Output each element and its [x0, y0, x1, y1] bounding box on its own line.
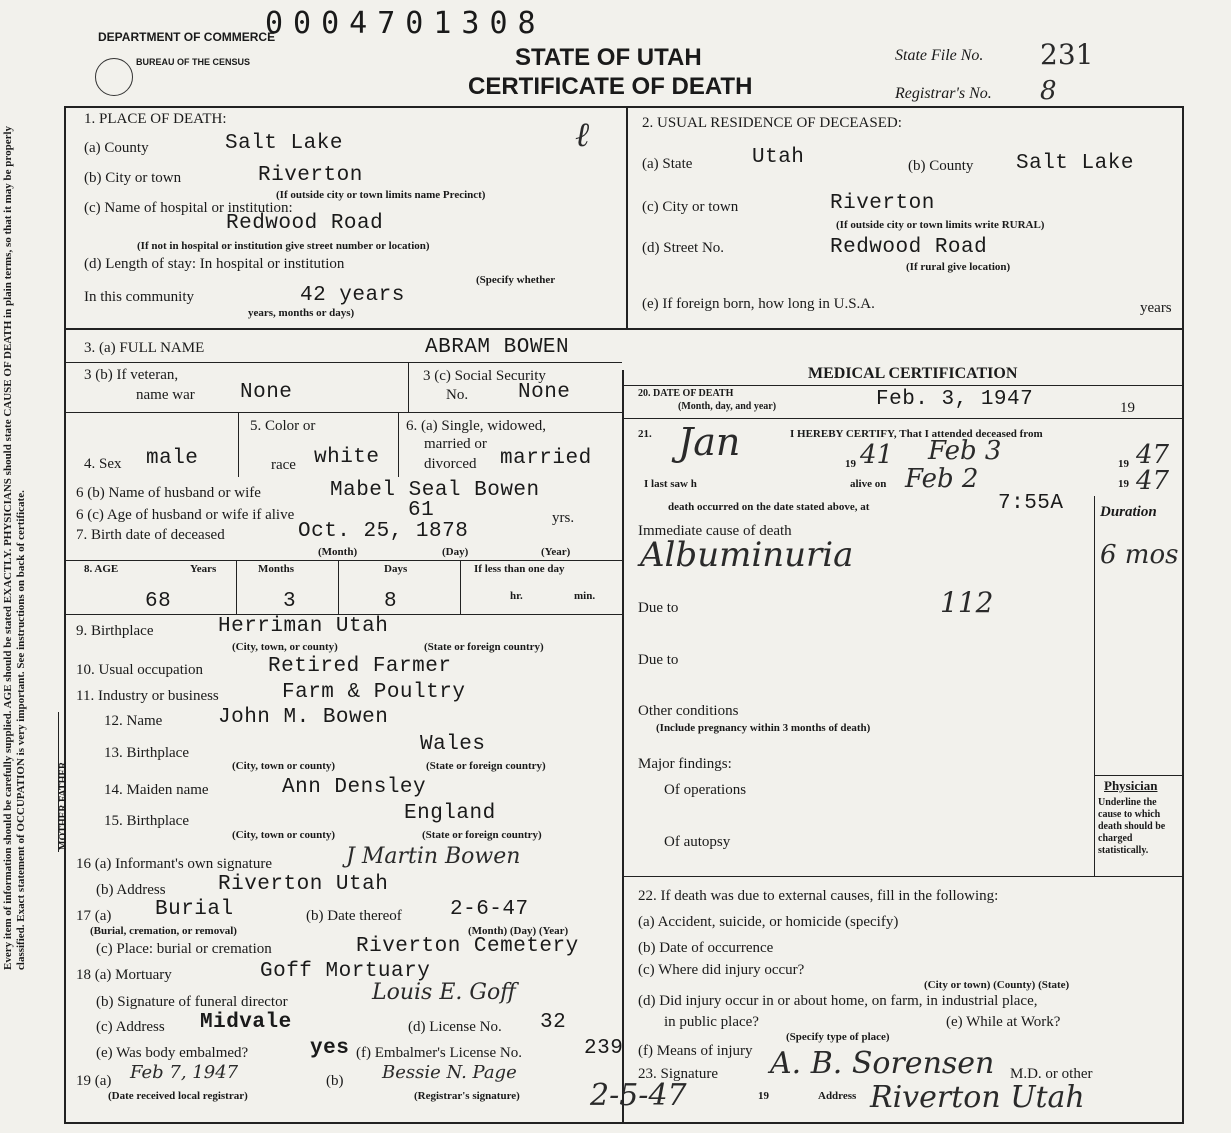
informant-addr: Riverton Utah: [218, 873, 389, 896]
ext-c: (c) Where did injury occur?: [638, 962, 805, 978]
disp-date-value: 2-6-47: [450, 898, 529, 921]
father-bp-value: Wales: [420, 733, 486, 756]
sig-date-year: 19: [758, 1090, 769, 1102]
certify-text: I HEREBY CERTIFY, That I attended deceased from: [790, 428, 1043, 440]
res-state: Utah: [752, 146, 805, 169]
birth-label: 7. Birth date of deceased: [76, 527, 225, 543]
attend-from-year: 41: [860, 440, 894, 470]
physician-signature: A. B. Sorensen: [770, 1046, 995, 1081]
ext-heading: 22. If death was due to external causes, fill in the following:: [638, 888, 999, 904]
attend-from-19: 19: [845, 458, 856, 470]
embalmer-value: 239: [584, 1037, 624, 1060]
ext-b: (b) Date of occurrence: [638, 940, 774, 956]
ext-d: (d) Did injury occur in or about home, on farm, in industrial place,: [638, 993, 1038, 1009]
pod-heading: 1. PLACE OF DEATH:: [84, 111, 227, 127]
pod-hospital-label: (c) Name of hospital or institution:: [84, 200, 293, 216]
spouse-label: 6 (b) Name of husband or wife: [76, 485, 261, 501]
attend-to-year: 47: [1136, 440, 1170, 470]
father-bp-label: 13. Birthplace: [104, 745, 189, 761]
side-instructions: Every item of information should be carefully supplied. AGE should be stated EXACTLY. PHYSICIANS should state CAUSE OF DEATH in plain terms, so that it may be properly classified. Exact statement of OCCUPATION is very important. See instructions on back of certificate.: [2, 125, 27, 970]
age-col3: [460, 560, 461, 614]
pod-county-label: (a) County: [84, 140, 149, 156]
age-less-h: If less than one day: [474, 563, 565, 575]
race-col: [398, 412, 399, 477]
color-label: 5. Color or: [250, 418, 316, 434]
death-date-year: 19: [1120, 400, 1135, 416]
received-value: Feb 7, 1947: [130, 1062, 239, 1083]
ss-label: 3 (c) Social Security: [423, 368, 546, 384]
sig-date: 2-5-47: [590, 1078, 687, 1113]
marital-value: married: [500, 447, 592, 470]
occupation-label: 10. Usual occupation: [76, 662, 204, 678]
disp-addr-value: Midvale: [200, 1011, 292, 1034]
major-label: Major findings:: [638, 756, 732, 772]
alive-on: alive on: [850, 478, 887, 490]
ss-col: [408, 362, 409, 412]
registrar-sig-label: (b): [326, 1073, 344, 1089]
race-value: white: [314, 446, 380, 469]
med-line: [622, 385, 1182, 386]
age-days-h: Days: [384, 563, 408, 575]
ext-d-note: (Specify type of place): [786, 1031, 890, 1043]
res-county-label: (b) County: [908, 158, 974, 174]
pod-mark: ℓ: [575, 115, 590, 155]
occupation-value: Retired Farmer: [268, 655, 452, 678]
res-street-label: (d) Street No.: [642, 240, 725, 256]
spouse-age-label: 6 (c) Age of husband or wife if alive: [76, 507, 295, 523]
father-note1: (City, town or county): [232, 760, 336, 772]
age-col2: [338, 560, 339, 614]
pod-city: Riverton: [258, 164, 363, 187]
death-date-label: 20. DATE OF DEATH: [638, 388, 734, 399]
last-saw-date: Feb 2: [905, 464, 979, 494]
physician-note: Underline the cause to which death should be charged statistically.: [1098, 797, 1166, 856]
registrar-sig-note: (Registrar's signature): [414, 1090, 520, 1102]
duration-label: Duration: [1100, 504, 1157, 520]
pod-specify: (Specify whether: [476, 274, 556, 286]
res-heading: 2. USUAL RESIDENCE OF DECEASED:: [642, 115, 902, 131]
last-saw: I last saw h: [644, 478, 697, 490]
line-4: [64, 412, 622, 413]
birthplace-label: 9. Birthplace: [76, 623, 154, 639]
death-stated: death occurred on the date stated above, at: [668, 501, 870, 513]
age-min: min.: [574, 590, 596, 602]
ss-no-label: No.: [446, 387, 469, 403]
physician-label: Physician: [1104, 778, 1158, 793]
pod-community-label: In this community: [84, 289, 194, 305]
res-city-note: (If outside city or town limits write RURAL): [836, 219, 1045, 231]
mother-bp-value: England: [404, 802, 496, 825]
dept-label: DEPARTMENT OF COMMERCE: [98, 30, 276, 44]
medical-heading: MEDICAL CERTIFICATION: [808, 365, 1018, 382]
war-label: name war: [136, 387, 195, 403]
veteran-label: 3 (b) If veteran,: [84, 367, 179, 383]
birth-month-note: (Month): [318, 546, 358, 558]
frame-bottom: [64, 1122, 1184, 1124]
marital-label-2: married or: [424, 436, 487, 452]
age-hr: hr.: [510, 590, 523, 602]
ext-c-note: (City or town) (County) (State): [924, 979, 1070, 991]
father-name-value: John M. Bowen: [218, 706, 389, 729]
row-divider: [64, 328, 1184, 330]
disposition-note: (Burial, cremation, or removal): [90, 925, 237, 937]
disposition-value: Burial: [155, 898, 234, 921]
mother-note2: (State or foreign country): [422, 829, 542, 841]
age-years-h: Years: [190, 563, 217, 575]
cert-num: 21.: [638, 428, 652, 440]
birthplace-note2: (State or foreign country): [424, 641, 544, 653]
disp-place-label: (c) Place: burial or cremation: [96, 941, 272, 957]
middle-divider: [622, 370, 624, 1122]
spouse-age-yrs: yrs.: [552, 510, 575, 526]
serial-number: 0004701308: [265, 6, 546, 41]
res-city: Riverton: [830, 192, 935, 215]
birthplace-value: Herriman Utah: [218, 615, 389, 638]
other-note: (Include pregnancy within 3 months of death): [656, 722, 871, 734]
mother-bp-label: 15. Birthplace: [104, 813, 189, 829]
pod-county: Salt Lake: [225, 132, 343, 155]
pod-stay-label: (d) Length of stay: In hospital or institution: [84, 256, 345, 272]
father-name-label: 12. Name: [104, 713, 163, 729]
age-months-h: Months: [258, 563, 295, 575]
sex-label: 4. Sex: [84, 456, 122, 472]
ext-a: (a) Accident, suicide, or homicide (specify): [638, 914, 899, 930]
mother-note1: (City, town or county): [232, 829, 336, 841]
disposition-label: 17 (a): [76, 908, 112, 924]
birthplace-note1: (City, town, or county): [232, 641, 338, 653]
sig-address-label: Address: [818, 1090, 857, 1102]
pod-city-note: (If outside city or town limits name Precinct): [276, 189, 486, 201]
informant-signature: J Martin Bowen: [346, 844, 521, 869]
birth-year-note: (Year): [541, 546, 571, 558]
autopsy-label: Of autopsy: [664, 834, 731, 850]
disp-date-label: (b) Date thereof: [306, 908, 402, 924]
pod-community: 42 years: [300, 284, 405, 307]
res-years: years: [1140, 300, 1172, 316]
pod-hospital: Redwood Road: [226, 212, 384, 235]
name-label: 3. (a) FULL NAME: [84, 340, 205, 356]
other-label: Other conditions: [638, 703, 739, 719]
ext-e: (e) While at Work?: [946, 1014, 1061, 1030]
line-8: [64, 560, 622, 561]
birth-day-note: (Day): [442, 546, 469, 558]
physician-line: [1094, 775, 1182, 776]
registrar-label: Registrar's No.: [895, 85, 992, 102]
attend-to: Feb 3: [928, 436, 1002, 466]
marital-label-1: 6. (a) Single, widowed,: [406, 418, 546, 434]
attend-to-19: 19: [1118, 458, 1129, 470]
received-note: (Date received local registrar): [108, 1090, 248, 1102]
top-divider: [626, 106, 628, 328]
sig-address: Riverton Utah: [870, 1080, 1085, 1115]
sex-value: male: [146, 447, 199, 470]
state-file-label: State File No.: [895, 47, 984, 64]
due2-label: Due to: [638, 652, 679, 668]
immediate-cause: Albuminuria: [640, 535, 854, 575]
ext-d2: in public place?: [664, 1014, 759, 1030]
birth-value: Oct. 25, 1878: [298, 520, 469, 543]
spouse-value: Mabel Seal Bowen: [330, 479, 540, 502]
res-state-label: (a) State: [642, 156, 693, 172]
due1-value: 112: [940, 586, 994, 619]
age-years-value: 68: [145, 590, 172, 613]
pod-community-note: years, months or days): [248, 307, 355, 319]
frame-right: [1182, 106, 1184, 1123]
embalmed-label: (e) Was body embalmed?: [96, 1045, 249, 1061]
ops-label: Of operations: [664, 782, 747, 798]
mother-name-label: 14. Maiden name: [104, 782, 209, 798]
registrar-no: 8: [1040, 76, 1057, 106]
age-label: 8. AGE: [84, 563, 119, 575]
mother-name-value: Ann Densley: [282, 776, 427, 799]
mortuary-value: Goff Mortuary: [260, 960, 431, 983]
informant-addr-label: (b) Address: [96, 882, 166, 898]
immediate-cause-label: Immediate cause of death: [638, 523, 792, 539]
embalmed-value: yes: [310, 1037, 350, 1060]
cause-duration: 6 mos: [1100, 540, 1179, 570]
state-file-no: 231: [1040, 38, 1094, 71]
marital-label-3: divorced: [424, 456, 477, 472]
line-3b: [64, 362, 622, 363]
certificate-title: CERTIFICATE OF DEATH: [468, 73, 753, 100]
frame-top: [64, 106, 1184, 108]
age-col1: [236, 560, 237, 614]
deceased-name: ABRAM BOWEN: [425, 336, 570, 359]
father-note2: (State or foreign country): [426, 760, 546, 772]
registrar-signature: Bessie N. Page: [382, 1062, 517, 1083]
disp-date-note: (Month) (Day) (Year): [468, 925, 569, 937]
duration-col: [1094, 496, 1095, 876]
attend-from: Jan: [678, 420, 741, 464]
received-label: 19 (a): [76, 1073, 112, 1089]
sig-label: 23. Signature: [638, 1066, 718, 1082]
race-label: race: [271, 457, 296, 473]
med-line2: [622, 418, 1182, 419]
pod-city-label: (b) City or town: [84, 170, 182, 186]
disp-addr-label: (c) Address: [96, 1019, 165, 1035]
director-label: (b) Signature of funeral director: [96, 994, 288, 1010]
state-title: STATE OF UTAH: [515, 44, 702, 71]
disp-place-value: Riverton Cemetery: [356, 935, 579, 958]
md-label: M.D. or other: [1010, 1066, 1093, 1082]
sex-col: [238, 412, 239, 477]
license-value: 32: [540, 1011, 567, 1034]
license-label: (d) License No.: [408, 1019, 502, 1035]
director-signature: Louis E. Goff: [372, 980, 516, 1005]
res-foreign-label: (e) If foreign born, how long in U.S.A.: [642, 296, 875, 312]
age-months-value: 3: [283, 590, 297, 613]
informant-label: 16 (a) Informant's own signature: [76, 856, 272, 872]
mother-father-label: MOTHER FATHER: [58, 761, 69, 850]
res-street-note: (If rural give location): [906, 261, 1011, 273]
ext-f: (f) Means of injury: [638, 1043, 753, 1059]
seal-stamp: [95, 58, 133, 96]
last-saw-year: 47: [1136, 466, 1170, 496]
bureau-label: BUREAU OF THE CENSUS: [136, 57, 251, 67]
death-date-note: (Month, day, and year): [678, 401, 777, 412]
industry-value: Farm & Poultry: [282, 681, 466, 704]
spouse-age-value: 61: [408, 499, 435, 522]
res-street: Redwood Road: [830, 236, 988, 259]
ss-value: None: [518, 381, 571, 404]
death-time: 7:55A: [998, 492, 1064, 515]
embalmer-label: (f) Embalmer's License No.: [356, 1045, 522, 1061]
last-saw-19: 19: [1118, 478, 1129, 490]
due1-label: Due to: [638, 600, 679, 616]
age-days-value: 8: [384, 590, 398, 613]
death-date-value: Feb. 3, 1947: [876, 388, 1034, 411]
res-county: Salt Lake: [1016, 152, 1134, 175]
res-city-label: (c) City or town: [642, 199, 739, 215]
industry-label: 11. Industry or business: [76, 688, 219, 704]
ext-line: [622, 876, 1182, 877]
war-value: None: [240, 381, 293, 404]
pod-hospital-note: (If not in hospital or institution give street number or location): [137, 240, 430, 252]
mortuary-label: 18 (a) Mortuary: [76, 967, 172, 983]
